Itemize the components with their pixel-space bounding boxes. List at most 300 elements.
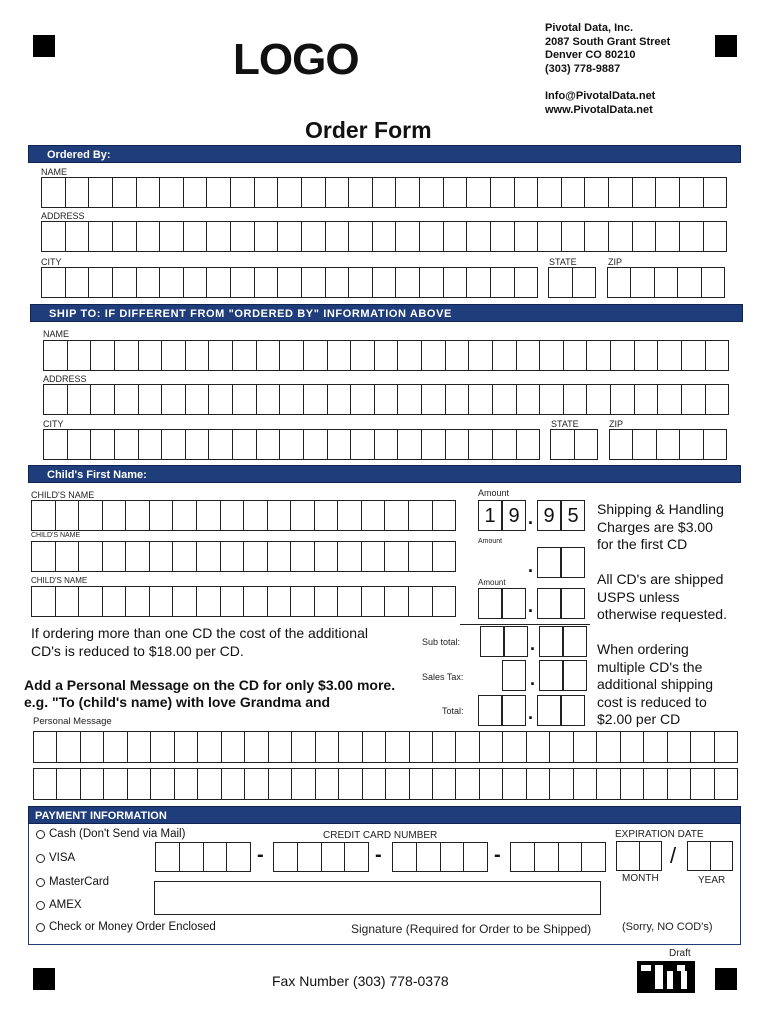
- cc-group-2[interactable]: [273, 842, 369, 872]
- input-cell[interactable]: [490, 177, 514, 208]
- input-cell[interactable]: [419, 267, 443, 298]
- input-cell[interactable]: [243, 541, 267, 572]
- input-cell[interactable]: [221, 768, 244, 800]
- input-cell[interactable]: [161, 340, 185, 371]
- input-cell[interactable]: [325, 267, 349, 298]
- input-cell[interactable]: [232, 429, 256, 460]
- input-cell[interactable]: [490, 221, 514, 252]
- radio-amex[interactable]: [36, 899, 82, 911]
- input-cell[interactable]: [620, 731, 643, 763]
- input-cell[interactable]: [632, 177, 656, 208]
- input-cell[interactable]: [185, 429, 209, 460]
- input-cell[interactable]: [361, 586, 385, 617]
- input-cell[interactable]: [687, 841, 710, 871]
- input-cell[interactable]: [138, 340, 162, 371]
- subtotal-cell[interactable]: [563, 626, 587, 657]
- input-cell[interactable]: [550, 429, 574, 460]
- radio-mastercard[interactable]: [36, 876, 109, 888]
- input-cell[interactable]: [516, 429, 541, 460]
- ordered-zip-field[interactable]: [607, 267, 725, 298]
- input-cell[interactable]: [395, 177, 419, 208]
- input-cell[interactable]: [586, 340, 610, 371]
- input-cell[interactable]: [679, 429, 702, 460]
- input-cell[interactable]: [408, 541, 432, 572]
- input-cell[interactable]: [348, 221, 372, 252]
- input-cell[interactable]: [421, 429, 445, 460]
- input-cell[interactable]: [572, 267, 597, 298]
- input-cell[interactable]: [338, 768, 361, 800]
- input-cell[interactable]: [421, 384, 445, 415]
- input-cell[interactable]: [385, 731, 408, 763]
- input-cell[interactable]: [43, 384, 67, 415]
- input-cell[interactable]: [657, 384, 681, 415]
- input-cell[interactable]: [149, 541, 173, 572]
- input-cell[interactable]: [526, 731, 549, 763]
- input-cell[interactable]: [159, 177, 183, 208]
- input-cell[interactable]: [362, 768, 385, 800]
- input-cell[interactable]: [136, 177, 160, 208]
- input-cell[interactable]: [206, 267, 230, 298]
- input-cell[interactable]: [361, 500, 385, 531]
- exp-year-field[interactable]: [687, 841, 733, 871]
- input-cell[interactable]: [43, 429, 67, 460]
- input-cell[interactable]: [409, 768, 432, 800]
- input-cell[interactable]: [350, 340, 374, 371]
- input-cell[interactable]: [256, 384, 280, 415]
- input-cell[interactable]: [374, 384, 398, 415]
- input-cell[interactable]: [197, 768, 220, 800]
- input-cell[interactable]: [267, 541, 291, 572]
- input-cell[interactable]: [408, 500, 432, 531]
- input-cell[interactable]: [445, 384, 469, 415]
- input-cell[interactable]: [150, 768, 173, 800]
- input-cell[interactable]: [327, 429, 351, 460]
- input-cell[interactable]: [432, 500, 457, 531]
- input-cell[interactable]: [596, 731, 619, 763]
- input-cell[interactable]: [667, 731, 690, 763]
- input-cell[interactable]: [291, 768, 314, 800]
- input-cell[interactable]: [277, 267, 301, 298]
- input-cell[interactable]: [41, 177, 65, 208]
- input-cell[interactable]: [254, 267, 278, 298]
- input-cell[interactable]: [432, 731, 455, 763]
- input-cell[interactable]: [667, 768, 690, 800]
- input-cell[interactable]: [208, 340, 232, 371]
- sales-tax-cell[interactable]: [502, 660, 526, 691]
- input-cell[interactable]: [563, 384, 587, 415]
- input-cell[interactable]: [561, 221, 585, 252]
- input-cell[interactable]: [703, 177, 728, 208]
- input-cell[interactable]: [563, 340, 587, 371]
- input-cell[interactable]: [440, 842, 464, 872]
- input-cell[interactable]: [468, 384, 492, 415]
- input-cell[interactable]: [492, 340, 516, 371]
- input-cell[interactable]: [514, 221, 538, 252]
- input-cell[interactable]: [273, 842, 297, 872]
- input-cell[interactable]: [690, 768, 713, 800]
- input-cell[interactable]: [408, 586, 432, 617]
- input-cell[interactable]: [703, 221, 728, 252]
- input-cell[interactable]: [679, 221, 703, 252]
- input-cell[interactable]: [677, 267, 700, 298]
- input-cell[interactable]: [419, 221, 443, 252]
- input-cell[interactable]: [314, 541, 338, 572]
- input-cell[interactable]: [479, 731, 502, 763]
- input-cell[interactable]: [88, 267, 112, 298]
- input-cell[interactable]: [161, 429, 185, 460]
- input-cell[interactable]: [607, 267, 630, 298]
- input-cell[interactable]: [244, 768, 267, 800]
- input-cell[interactable]: [549, 731, 572, 763]
- input-cell[interactable]: [88, 221, 112, 252]
- input-cell[interactable]: [254, 221, 278, 252]
- input-cell[interactable]: [303, 340, 327, 371]
- input-cell[interactable]: [303, 429, 327, 460]
- total-cell[interactable]: [478, 695, 502, 726]
- input-cell[interactable]: [655, 177, 679, 208]
- input-cell[interactable]: [443, 267, 467, 298]
- company-website[interactable]: www.PivotalData.net: [545, 103, 653, 116]
- input-cell[interactable]: [56, 768, 79, 800]
- input-cell[interactable]: [397, 429, 421, 460]
- input-cell[interactable]: [112, 267, 136, 298]
- input-cell[interactable]: [468, 429, 492, 460]
- input-cell[interactable]: [584, 177, 608, 208]
- input-cell[interactable]: [701, 267, 725, 298]
- input-cell[interactable]: [409, 731, 432, 763]
- input-cell[interactable]: [159, 221, 183, 252]
- input-cell[interactable]: [149, 500, 173, 531]
- input-cell[interactable]: [125, 500, 149, 531]
- input-cell[interactable]: [432, 541, 457, 572]
- amount-cell[interactable]: [478, 588, 502, 619]
- exp-month-field[interactable]: [616, 841, 662, 871]
- input-cell[interactable]: [220, 586, 244, 617]
- input-cell[interactable]: [127, 731, 150, 763]
- input-cell[interactable]: [608, 221, 632, 252]
- input-cell[interactable]: [327, 340, 351, 371]
- input-cell[interactable]: [679, 177, 703, 208]
- input-cell[interactable]: [395, 267, 419, 298]
- input-cell[interactable]: [174, 731, 197, 763]
- input-cell[interactable]: [67, 340, 91, 371]
- input-cell[interactable]: [279, 429, 303, 460]
- input-cell[interactable]: [537, 177, 561, 208]
- input-cell[interactable]: [244, 731, 267, 763]
- input-cell[interactable]: [548, 267, 572, 298]
- input-cell[interactable]: [33, 768, 56, 800]
- input-cell[interactable]: [172, 500, 196, 531]
- input-cell[interactable]: [514, 177, 538, 208]
- radio-circle[interactable]: [36, 901, 45, 910]
- input-cell[interactable]: [230, 267, 254, 298]
- input-cell[interactable]: [290, 586, 314, 617]
- ship-zip-field[interactable]: [609, 429, 727, 460]
- input-cell[interactable]: [610, 384, 634, 415]
- input-cell[interactable]: [344, 842, 369, 872]
- input-cell[interactable]: [31, 541, 55, 572]
- input-cell[interactable]: [103, 731, 126, 763]
- input-cell[interactable]: [337, 586, 361, 617]
- total-cell[interactable]: [537, 695, 561, 726]
- amount-digit[interactable]: 9: [537, 500, 561, 531]
- input-cell[interactable]: [445, 340, 469, 371]
- input-cell[interactable]: [112, 177, 136, 208]
- amount-cell[interactable]: [502, 588, 526, 619]
- input-cell[interactable]: [161, 384, 185, 415]
- input-cell[interactable]: [374, 340, 398, 371]
- input-cell[interactable]: [220, 500, 244, 531]
- input-cell[interactable]: [243, 586, 267, 617]
- radio-circle[interactable]: [36, 830, 45, 839]
- input-cell[interactable]: [609, 429, 632, 460]
- radio-circle[interactable]: [36, 923, 45, 932]
- input-cell[interactable]: [514, 267, 539, 298]
- input-cell[interactable]: [277, 177, 301, 208]
- radio-cash[interactable]: [36, 828, 185, 840]
- input-cell[interactable]: [327, 384, 351, 415]
- input-cell[interactable]: [337, 500, 361, 531]
- input-cell[interactable]: [314, 586, 338, 617]
- input-cell[interactable]: [656, 429, 679, 460]
- input-cell[interactable]: [432, 586, 457, 617]
- input-cell[interactable]: [256, 340, 280, 371]
- personal-message-field-2[interactable]: [33, 768, 738, 800]
- input-cell[interactable]: [445, 429, 469, 460]
- input-cell[interactable]: [573, 731, 596, 763]
- sales-tax-cell[interactable]: [563, 660, 587, 691]
- input-cell[interactable]: [608, 177, 632, 208]
- input-cell[interactable]: [350, 429, 374, 460]
- input-cell[interactable]: [616, 841, 639, 871]
- input-cell[interactable]: [268, 768, 291, 800]
- ship-name-field[interactable]: [43, 340, 729, 371]
- sales-tax-cell[interactable]: [539, 660, 563, 691]
- input-cell[interactable]: [337, 541, 361, 572]
- input-cell[interactable]: [80, 731, 103, 763]
- input-cell[interactable]: [596, 768, 619, 800]
- input-cell[interactable]: [432, 768, 455, 800]
- input-cell[interactable]: [232, 340, 256, 371]
- input-cell[interactable]: [321, 842, 345, 872]
- input-cell[interactable]: [90, 429, 114, 460]
- input-cell[interactable]: [155, 842, 179, 872]
- input-cell[interactable]: [221, 731, 244, 763]
- input-cell[interactable]: [384, 541, 408, 572]
- input-cell[interactable]: [584, 221, 608, 252]
- input-cell[interactable]: [112, 221, 136, 252]
- input-cell[interactable]: [392, 842, 416, 872]
- input-cell[interactable]: [254, 177, 278, 208]
- radio-check[interactable]: [36, 921, 216, 933]
- amount-digit[interactable]: 1: [478, 500, 502, 531]
- input-cell[interactable]: [632, 221, 656, 252]
- input-cell[interactable]: [65, 221, 89, 252]
- input-cell[interactable]: [384, 586, 408, 617]
- input-cell[interactable]: [41, 221, 65, 252]
- input-cell[interactable]: [620, 768, 643, 800]
- input-cell[interactable]: [537, 221, 561, 252]
- input-cell[interactable]: [455, 731, 478, 763]
- amount-cell[interactable]: [537, 588, 561, 619]
- input-cell[interactable]: [196, 586, 220, 617]
- input-cell[interactable]: [43, 340, 67, 371]
- input-cell[interactable]: [468, 340, 492, 371]
- input-cell[interactable]: [206, 177, 230, 208]
- input-cell[interactable]: [348, 267, 372, 298]
- input-cell[interactable]: [539, 384, 563, 415]
- company-email[interactable]: Info@PivotalData.net: [545, 90, 656, 102]
- input-cell[interactable]: [67, 384, 91, 415]
- input-cell[interactable]: [88, 177, 112, 208]
- input-cell[interactable]: [681, 340, 705, 371]
- input-cell[interactable]: [179, 842, 203, 872]
- input-cell[interactable]: [90, 340, 114, 371]
- input-cell[interactable]: [291, 731, 314, 763]
- input-cell[interactable]: [208, 384, 232, 415]
- input-cell[interactable]: [374, 429, 398, 460]
- input-cell[interactable]: [256, 429, 280, 460]
- input-cell[interactable]: [55, 541, 79, 572]
- input-cell[interactable]: [301, 221, 325, 252]
- input-cell[interactable]: [643, 768, 666, 800]
- input-cell[interactable]: [421, 340, 445, 371]
- radio-circle[interactable]: [36, 878, 45, 887]
- input-cell[interactable]: [279, 384, 303, 415]
- input-cell[interactable]: [586, 384, 610, 415]
- input-cell[interactable]: [325, 177, 349, 208]
- input-cell[interactable]: [232, 384, 256, 415]
- input-cell[interactable]: [630, 267, 653, 298]
- ship-state-field[interactable]: [550, 429, 598, 460]
- input-cell[interactable]: [125, 586, 149, 617]
- input-cell[interactable]: [67, 429, 91, 460]
- input-cell[interactable]: [78, 541, 102, 572]
- input-cell[interactable]: [634, 340, 658, 371]
- input-cell[interactable]: [397, 384, 421, 415]
- input-cell[interactable]: [657, 340, 681, 371]
- input-cell[interactable]: [350, 384, 374, 415]
- input-cell[interactable]: [338, 731, 361, 763]
- input-cell[interactable]: [114, 384, 138, 415]
- input-cell[interactable]: [395, 221, 419, 252]
- input-cell[interactable]: [183, 267, 207, 298]
- input-cell[interactable]: [492, 429, 516, 460]
- input-cell[interactable]: [150, 731, 173, 763]
- input-cell[interactable]: [558, 842, 582, 872]
- input-cell[interactable]: [639, 841, 663, 871]
- input-cell[interactable]: [114, 429, 138, 460]
- input-cell[interactable]: [267, 500, 291, 531]
- childs-name-field-1[interactable]: [31, 500, 456, 531]
- input-cell[interactable]: [632, 429, 655, 460]
- cc-group-4[interactable]: [510, 842, 606, 872]
- input-cell[interactable]: [243, 500, 267, 531]
- input-cell[interactable]: [279, 340, 303, 371]
- input-cell[interactable]: [183, 221, 207, 252]
- input-cell[interactable]: [114, 340, 138, 371]
- ordered-name-field[interactable]: [41, 177, 727, 208]
- input-cell[interactable]: [455, 768, 478, 800]
- input-cell[interactable]: [516, 340, 540, 371]
- input-cell[interactable]: [90, 384, 114, 415]
- input-cell[interactable]: [610, 340, 634, 371]
- input-cell[interactable]: [655, 221, 679, 252]
- input-cell[interactable]: [78, 586, 102, 617]
- subtotal-cell[interactable]: [504, 626, 528, 657]
- input-cell[interactable]: [102, 500, 126, 531]
- amount-digit[interactable]: 9: [502, 500, 526, 531]
- input-cell[interactable]: [690, 731, 713, 763]
- input-cell[interactable]: [65, 267, 89, 298]
- input-cell[interactable]: [385, 768, 408, 800]
- input-cell[interactable]: [80, 768, 103, 800]
- input-cell[interactable]: [127, 768, 150, 800]
- input-cell[interactable]: [172, 541, 196, 572]
- input-cell[interactable]: [230, 177, 254, 208]
- input-cell[interactable]: [33, 731, 56, 763]
- input-cell[interactable]: [573, 768, 596, 800]
- input-cell[interactable]: [208, 429, 232, 460]
- input-cell[interactable]: [516, 384, 540, 415]
- input-cell[interactable]: [419, 177, 443, 208]
- input-cell[interactable]: [149, 586, 173, 617]
- input-cell[interactable]: [206, 221, 230, 252]
- amount-cell[interactable]: [537, 547, 561, 578]
- input-cell[interactable]: [56, 731, 79, 763]
- input-cell[interactable]: [65, 177, 89, 208]
- input-cell[interactable]: [714, 731, 738, 763]
- input-cell[interactable]: [463, 842, 488, 872]
- input-cell[interactable]: [710, 841, 734, 871]
- subtotal-cell[interactable]: [480, 626, 504, 657]
- input-cell[interactable]: [372, 177, 396, 208]
- input-cell[interactable]: [714, 768, 738, 800]
- amount-cell[interactable]: [561, 547, 585, 578]
- input-cell[interactable]: [466, 267, 490, 298]
- input-cell[interactable]: [466, 221, 490, 252]
- input-cell[interactable]: [539, 340, 563, 371]
- input-cell[interactable]: [268, 731, 291, 763]
- input-cell[interactable]: [277, 221, 301, 252]
- input-cell[interactable]: [362, 731, 385, 763]
- input-cell[interactable]: [479, 768, 502, 800]
- input-cell[interactable]: [103, 768, 126, 800]
- input-cell[interactable]: [301, 177, 325, 208]
- input-cell[interactable]: [290, 500, 314, 531]
- input-cell[interactable]: [196, 541, 220, 572]
- input-cell[interactable]: [526, 768, 549, 800]
- input-cell[interactable]: [502, 768, 525, 800]
- input-cell[interactable]: [443, 177, 467, 208]
- input-cell[interactable]: [185, 340, 209, 371]
- input-cell[interactable]: [102, 586, 126, 617]
- input-cell[interactable]: [185, 384, 209, 415]
- input-cell[interactable]: [183, 177, 207, 208]
- input-cell[interactable]: [297, 842, 321, 872]
- childs-name-field-2[interactable]: [31, 541, 456, 572]
- input-cell[interactable]: [31, 500, 55, 531]
- input-cell[interactable]: [136, 221, 160, 252]
- input-cell[interactable]: [361, 541, 385, 572]
- amount-cell[interactable]: [561, 588, 585, 619]
- input-cell[interactable]: [561, 177, 585, 208]
- input-cell[interactable]: [492, 384, 516, 415]
- input-cell[interactable]: [703, 429, 727, 460]
- input-cell[interactable]: [372, 267, 396, 298]
- input-cell[interactable]: [197, 731, 220, 763]
- ship-city-field[interactable]: [43, 429, 540, 460]
